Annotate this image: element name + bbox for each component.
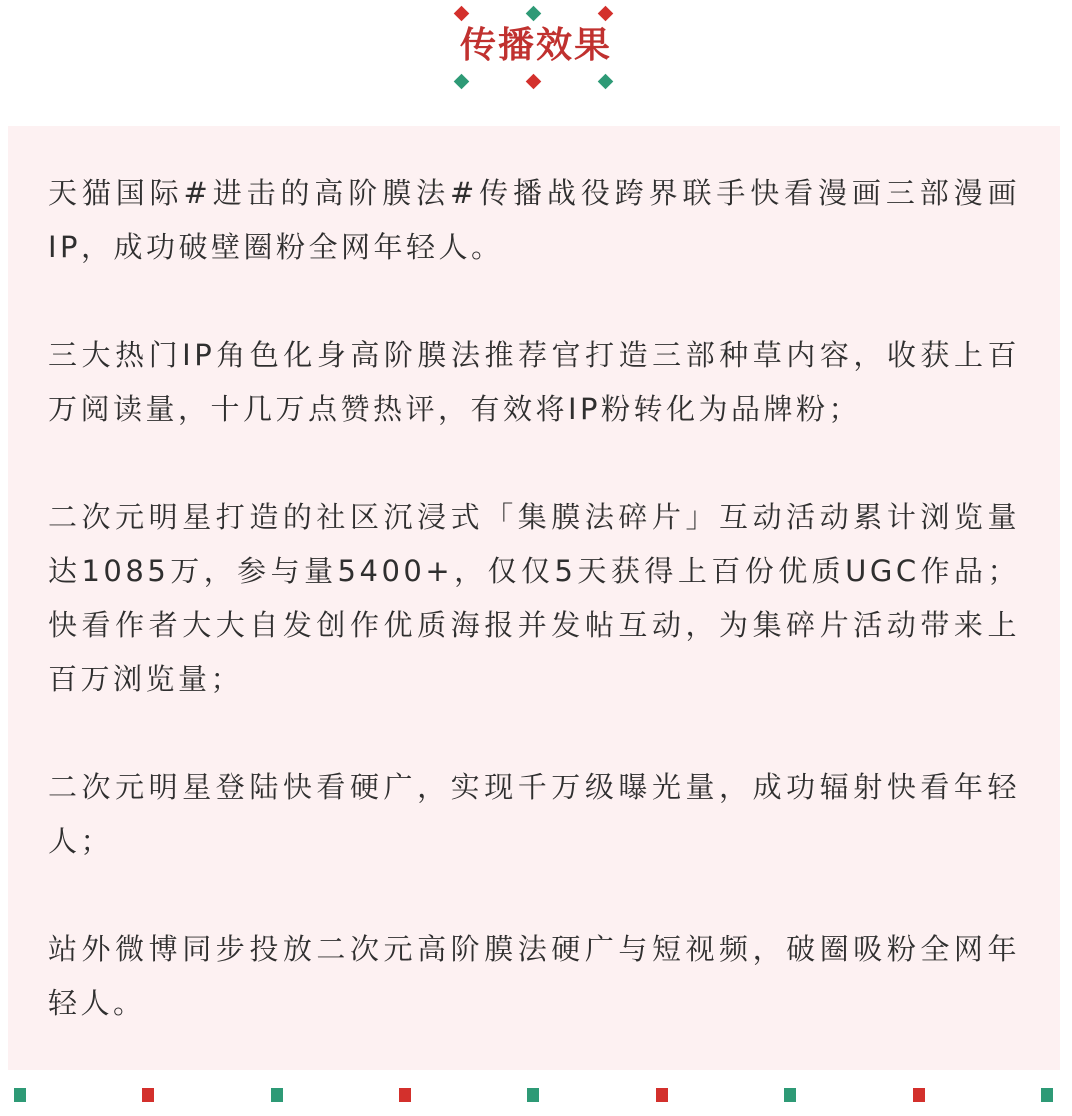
- diamond-decoration-icon: [454, 74, 470, 90]
- diamond-decoration-icon: [454, 6, 470, 22]
- square-decoration-icon: [784, 1088, 796, 1102]
- square-decoration-icon: [142, 1088, 154, 1102]
- square-decoration-icon: [14, 1088, 26, 1102]
- diamond-decoration-icon: [526, 6, 542, 22]
- paragraph-weibo: 站外微博同步投放二次元高阶膜法硬广与短视频，破圈吸粉全网年轻人。: [48, 932, 1020, 1020]
- square-decoration-icon: [913, 1088, 925, 1102]
- square-decoration-icon: [656, 1088, 668, 1102]
- square-decoration-icon: [271, 1088, 283, 1102]
- square-decoration-icon: [399, 1088, 411, 1102]
- section-header: [0, 0, 1072, 126]
- paragraph-hard-ads: 二次元明星登陆快看硬广，实现千万级曝光量，成功辐射快看年轻人；: [48, 770, 1020, 858]
- square-decoration-icon: [527, 1088, 539, 1102]
- footer-decoration: [0, 1088, 1072, 1104]
- diamond-decoration-icon: [598, 74, 614, 90]
- square-decoration-icon: [1041, 1088, 1053, 1102]
- paragraph-ip-collaboration: 天猫国际#进击的高阶膜法#传播战役跨界联手快看漫画三部漫画IP，成功破壁圈粉全网年轻人。: [48, 176, 1020, 264]
- paragraph-community-activity: 二次元明星打造的社区沉浸式「集膜法碎片」互动活动累计浏览量达1085万，参与量5400+，仅仅5天获得上百份优质UGC作品；快看作者大大自发创作优质海报并发帖互动，为集碎片活动带来上百万浏览量；: [48, 500, 1020, 696]
- paragraph-recommenders: 三大热门IP角色化身高阶膜法推荐官打造三部种草内容，收获上百万阅读量，十几万点赞热评，有效将IP粉转化为品牌粉；: [48, 338, 1020, 426]
- diamond-decoration-icon: [598, 6, 614, 22]
- diamond-decoration-icon: [526, 74, 542, 90]
- section-title: 传播效果: [459, 25, 612, 66]
- content-panel: [8, 126, 1060, 1070]
